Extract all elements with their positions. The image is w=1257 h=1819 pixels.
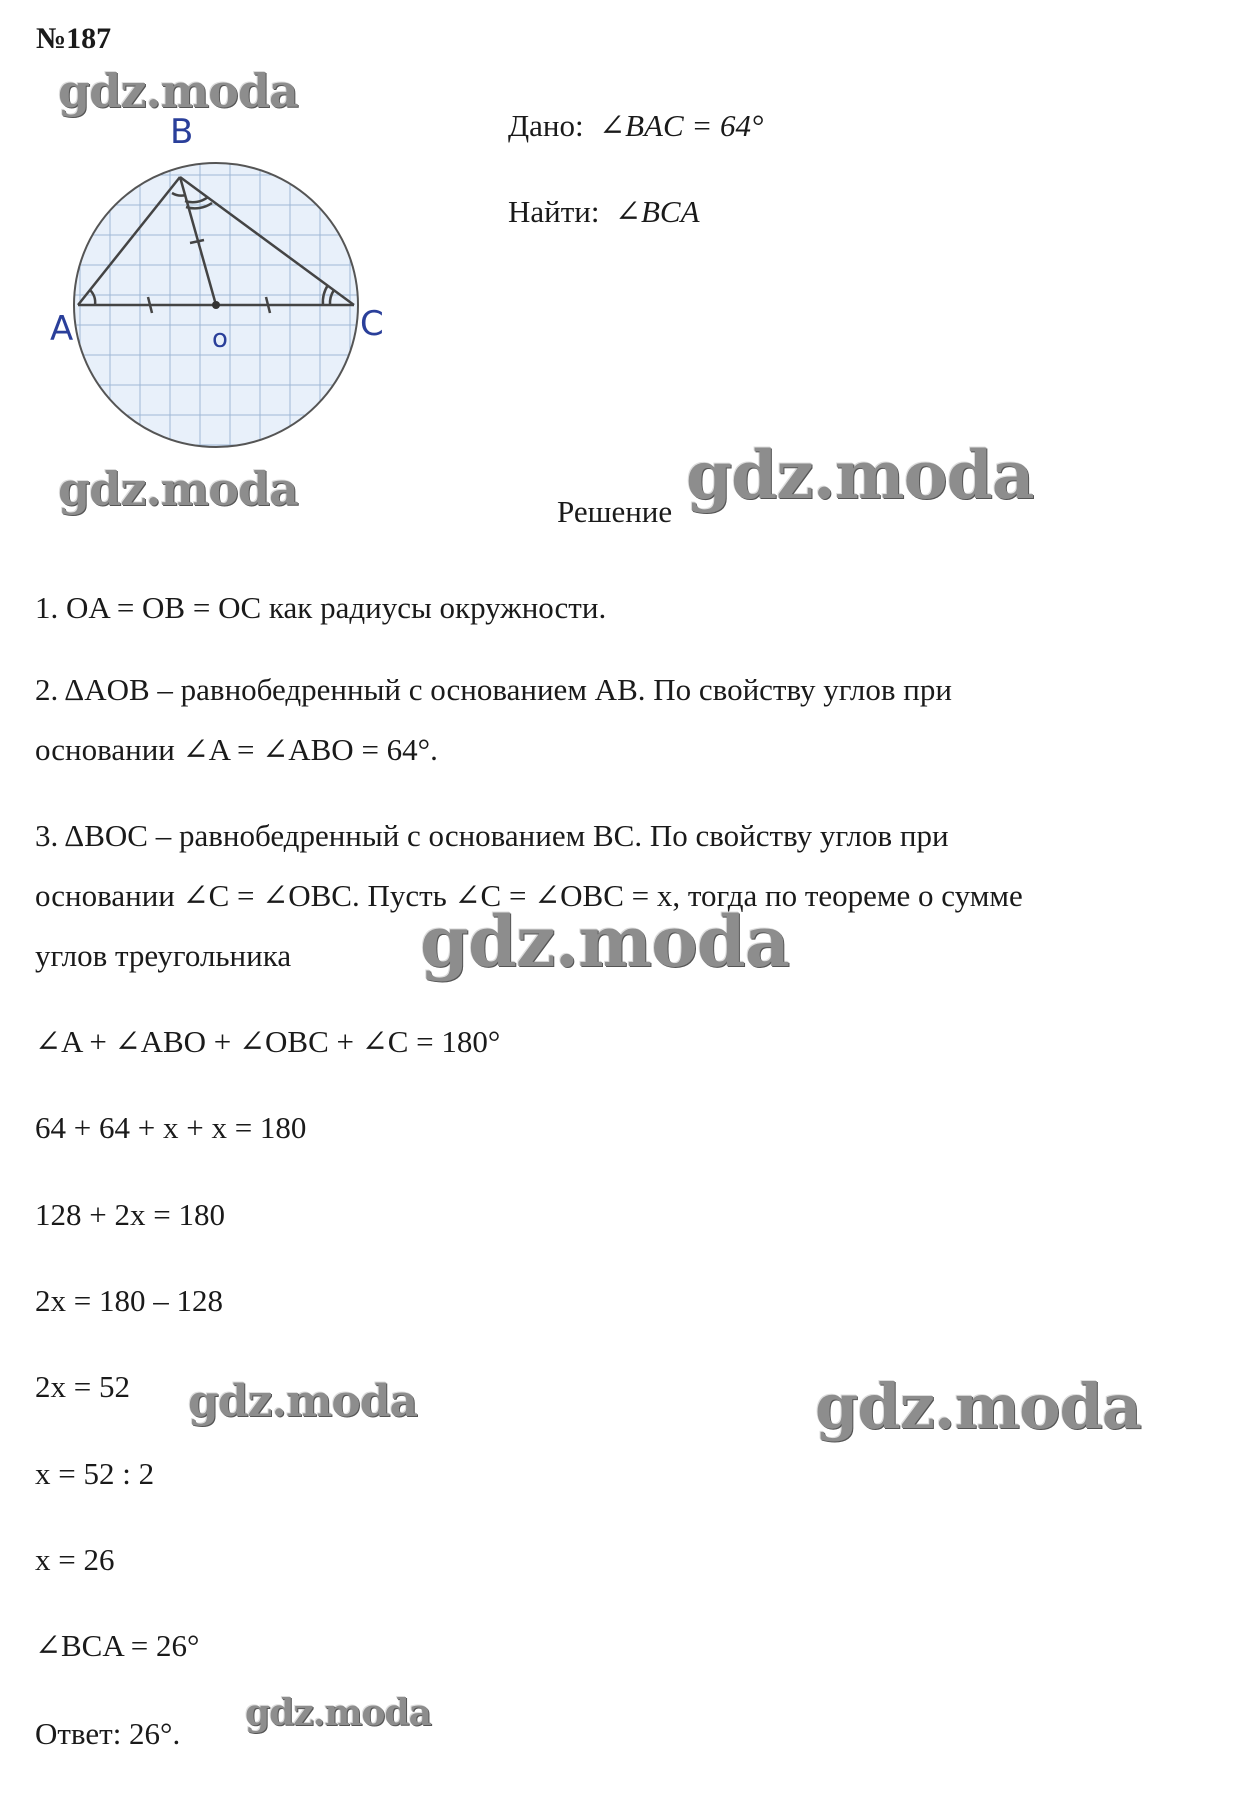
answer: Ответ: 26°. (35, 1716, 181, 1751)
step-3-line-3: углов треугольника (35, 938, 292, 973)
equation-2: 64 + 64 + x + x = 180 (35, 1110, 307, 1145)
equation-8: ∠BCA = 26° (35, 1628, 200, 1663)
given-label: Дано: (508, 108, 584, 143)
given-expression: ∠BAC = 64° (599, 108, 764, 143)
find (508, 194, 700, 230)
watermark: gdz.moda (420, 900, 790, 983)
equation-1: ∠A + ∠ABO + ∠OBC + ∠C = 180° (35, 1024, 501, 1059)
center-point (212, 301, 220, 309)
equation-7: x = 26 (35, 1542, 115, 1577)
step-1: 1. OA = OB = OC как радиусы окружности. (35, 590, 607, 625)
watermark: gdz.moda (58, 462, 298, 516)
given (508, 108, 763, 144)
find-label: Найти: (508, 194, 600, 229)
label-a: A (50, 309, 74, 349)
step-3-line-1: 3. ΔBOC – равнобедренный с основанием BC. По свойству углов при (35, 818, 949, 853)
watermark: gdz.moda (245, 1692, 431, 1734)
step-2-line-1: 2. ΔAOB – равнобедренный с основанием AB. По свойству углов при (35, 672, 952, 707)
equation-4: 2x = 180 – 128 (35, 1283, 223, 1318)
equation-5: 2x = 52 (35, 1369, 130, 1404)
equation-6: x = 52 : 2 (35, 1456, 155, 1491)
problem-number: №187 (36, 22, 112, 55)
solution-title: Решение (557, 494, 673, 529)
watermark: gdz.moda (815, 1370, 1141, 1443)
equation-3: 128 + 2x = 180 (35, 1197, 225, 1232)
find-expression: ∠BCA (615, 194, 700, 229)
watermark: gdz.moda (686, 436, 1034, 514)
watermark: gdz.moda (188, 1376, 418, 1427)
step-2-line-2: основании ∠A = ∠ABO = 64°. (35, 732, 438, 767)
step-3-line-2: основании ∠C = ∠OBC. Пусть ∠C = ∠OBC = x, тогда по теореме о сумме (35, 878, 1023, 913)
label-c: C (360, 304, 384, 344)
geometry-figure (40, 115, 420, 455)
label-b: B (170, 115, 194, 152)
label-o: o (212, 324, 228, 354)
watermark: gdz.moda (58, 64, 298, 118)
